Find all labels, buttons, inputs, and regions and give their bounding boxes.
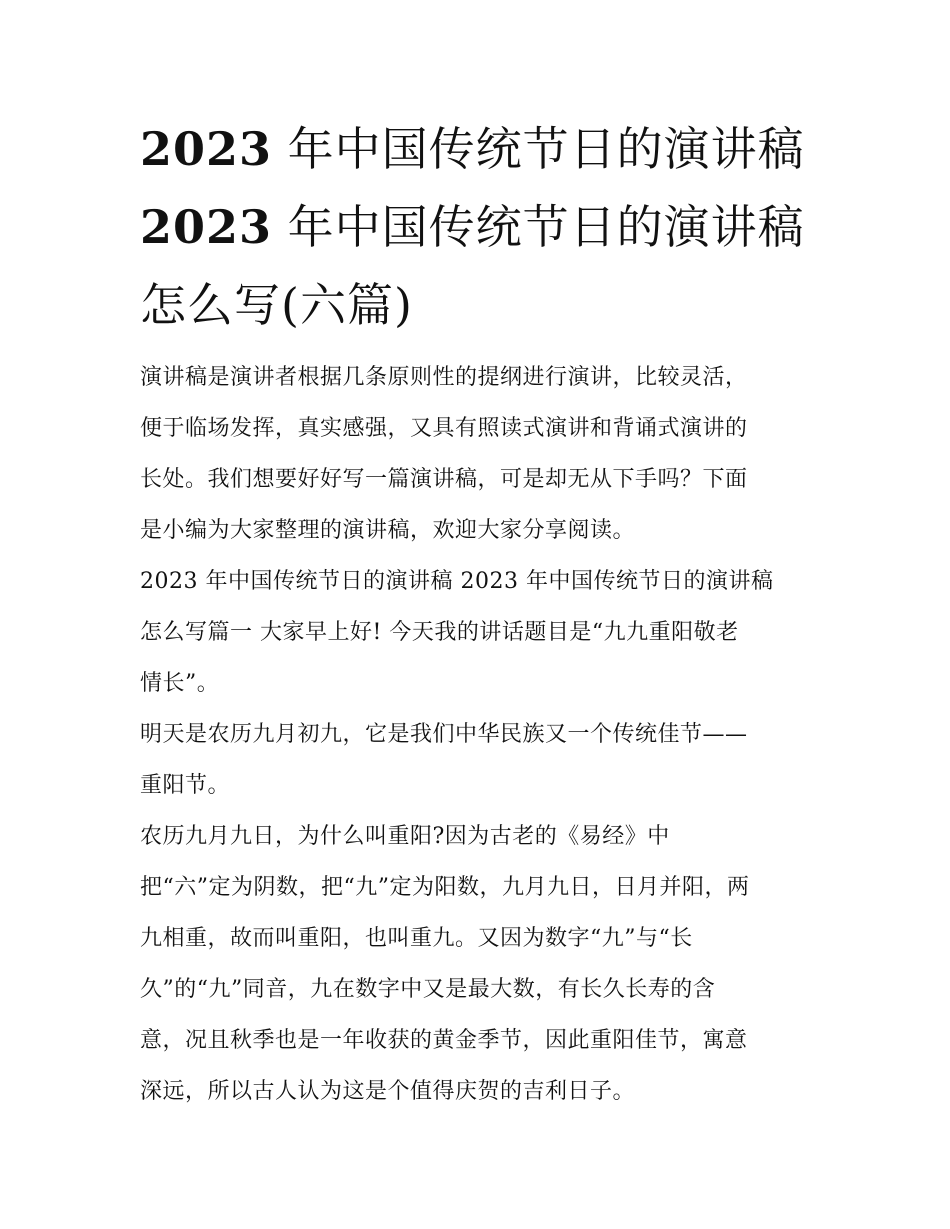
title-line xyxy=(140,266,820,344)
origin-paragraph xyxy=(140,811,820,1117)
document-page xyxy=(140,110,820,1117)
text-line: 便于临场发挥，真实感强，又具有照读式演讲和背诵式演讲的 xyxy=(140,416,748,441)
text-line: 是小编为大家整理的演讲稿，欢迎大家分享阅读。 xyxy=(140,518,636,543)
text-line: 长处。我们想要好好写一篇演讲稿，可是却无从下手吗？下面 xyxy=(140,467,748,492)
speech-opening-paragraph xyxy=(140,556,820,709)
text-line: 九相重，故而叫重阳，也叫重九。又因为数字“九”与“长 xyxy=(140,926,693,951)
text-line: 演讲稿是演讲者根据几条原则性的提纲进行演讲，比较灵活， xyxy=(140,365,748,390)
text-line: 深远，所以古人认为这是个值得庆贺的吉利日子。 xyxy=(140,1079,636,1104)
title-text: 年中国传统节日的演讲稿 xyxy=(272,200,805,254)
text-line: 情长”。 xyxy=(140,671,220,696)
text-line: 农历九月九日，为什么叫重阳?因为古老的《易经》中 xyxy=(140,824,670,849)
title-line xyxy=(140,188,820,266)
text-line: 2023 年中国传统节日的演讲稿 2023 年中国传统节日的演讲稿 xyxy=(140,569,774,594)
text-line: 明天是农历九月初九，它是我们中华民族又一个传统佳节—— xyxy=(140,722,748,747)
text-line: 怎么写篇一 大家早上好! 今天我的讲话题目是“九九重阳敬老 xyxy=(140,620,739,645)
intro-paragraph xyxy=(140,352,820,556)
festival-paragraph xyxy=(140,709,820,811)
text-line: 久”的“九”同音，九在数字中又是最大数，有长久长寿的含 xyxy=(140,977,716,1002)
title-year: 2023 xyxy=(140,122,273,176)
text-line: 意，况且秋季也是一年收获的黄金季节，因此重阳佳节，寓意 xyxy=(140,1028,748,1053)
title-text: 怎么写(六篇) xyxy=(140,278,413,332)
text-line: 重阳节。 xyxy=(140,773,231,798)
title-text: 年中国传统节日的演讲稿 xyxy=(272,122,805,176)
document-title xyxy=(140,110,820,344)
text-line: 把“六”定为阴数，把“九”定为阳数，九月九日，日月并阳，两 xyxy=(140,875,750,900)
title-year: 2023 xyxy=(140,200,273,254)
title-line xyxy=(140,110,820,188)
